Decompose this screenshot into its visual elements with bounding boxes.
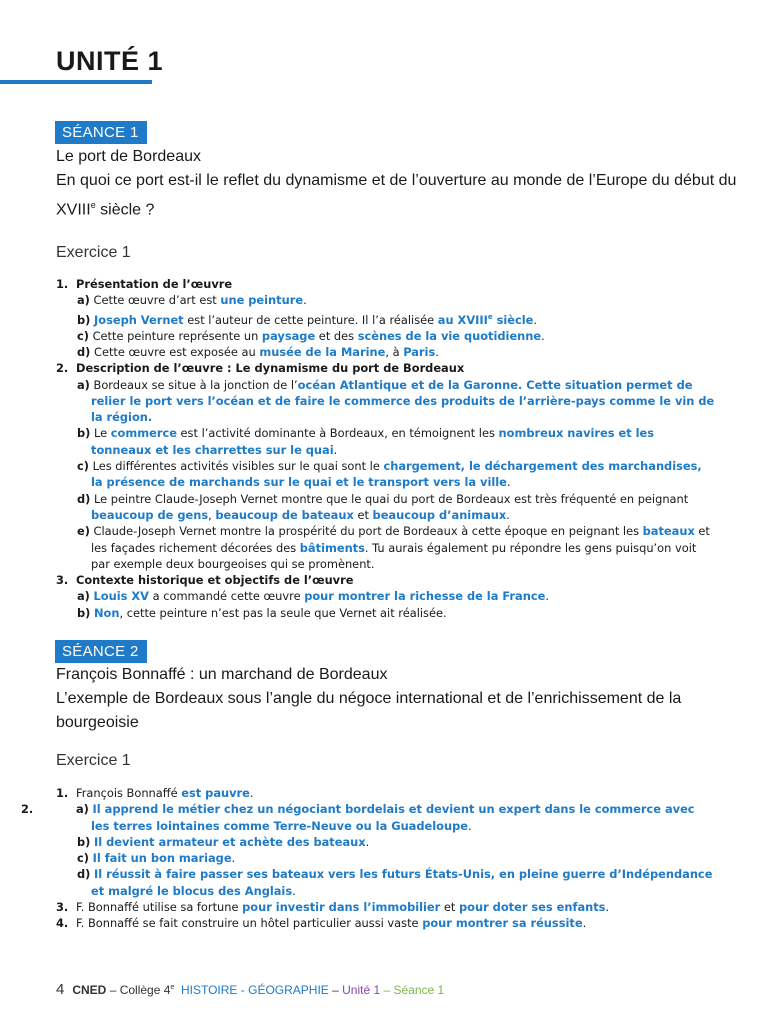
seance-1-exercise-title: Exercice 1 (56, 244, 131, 261)
seance-2-question: L’exemple de Bordeaux sous l’angle du négoce international et de l’enrichissement de la bourgeoisie (56, 690, 682, 731)
answer-2d: d) Le peintre Claude-Joseph Vernet montre que le quai du port de Bordeaux est très fréquenté en peignant beaucoup de gens, beaucoup de bateaux et beaucoup d’animaux. (77, 491, 689, 522)
seance-2-exercise-title: Exercice 1 (56, 752, 131, 769)
answer-3a: a) Louis XV a commandé cette œuvre pour montrer la richesse de la France. (77, 589, 549, 604)
seance-1-title: Le port de Bordeaux (56, 148, 201, 165)
answer-2e: e) Claude-Joseph Vernet montre la prospérité du port de Bordeaux à cette époque en peignant les bateaux et les façades richement décorées des bâtiments. Tu aurais également pu répondre les gens puisqu’on voit par exemple deux bourgeoises qui se promènent. (77, 524, 710, 571)
answer-1b: b) Joseph Vernet est l’auteur de cette peinture. Il l’a réalisée au XVIIIe siècle. (77, 312, 538, 327)
seance-1-question: En quoi ce port est-il le reflet du dynamisme et de l’ouverture au monde de l’Europe du début du XVIIIe siècle ? (56, 172, 737, 219)
footer-subject: HISTOIRE - GÉOGRAPHIE (180, 983, 329, 997)
section-2-heading: 2. Description de l’œuvre : Le dynamisme du port de Bordeaux (56, 361, 465, 376)
answer-q2d: d) Il réussit à faire passer ses bateaux vers les futurs États-Unis, en pleine guerre d’Indépendance et malgré le blocus des Anglais. (77, 867, 713, 898)
answer-q2a: 2. a) Il apprend le métier chez un négociant bordelais et devient un expert dans le commerce avec les terres lointaines comme Terre-Neuve ou la Guadeloupe. (21, 802, 695, 833)
footer-session: Séance 1 (393, 983, 445, 997)
seance-2-title: François Bonnaffé : un marchand de Bordeaux (56, 666, 388, 683)
seance-1-tag: SÉANCE 1 (55, 121, 147, 144)
answer-1c: c) Cette peinture représente un paysage et des scènes de la vie quotidienne. (77, 328, 545, 343)
page-footer: 4 CNED – Collège 4e HISTOIRE - GÉOGRAPHIE – Unité 1 – Séance 1 (56, 981, 445, 998)
answer-q4: 4. F. Bonnaffé se fait construire un hôtel particulier aussi vaste pour montrer sa réussite. (56, 916, 587, 931)
seance-2-heading (56, 663, 746, 735)
answer-1a: a) Cette œuvre d’art est une peinture. (77, 293, 307, 308)
seance-2-answers (21, 785, 716, 932)
answer-q2b: b) Il devient armateur et achète des bateaux. (77, 834, 370, 849)
answer-1d: d) Cette œuvre est exposée au musée de la Marine, à Paris. (77, 344, 439, 359)
section-1-heading: 1. Présentation de l’œuvre (56, 277, 233, 291)
answer-2b: b) Le commerce est l’activité dominante à Bordeaux, en témoignent les nombreux navires et les tonneaux et les charrettes sur le quai. (77, 426, 655, 457)
footer-unit: Unité 1 (342, 983, 381, 997)
seance-1-answers (56, 276, 716, 621)
answer-3b: b) Non, cette peinture n’est pas la seule que Vernet ait réalisée. (77, 605, 447, 620)
answer-2c: c) Les différentes activités visibles sur le quai sont le chargement, le déchargement des marchandises, la présence de marchands sur le quai et le transport vers la ville. (77, 459, 702, 490)
answer-2a: a) Bordeaux se situe à la jonction de l’océan Atlantique et de la Garonne. Cette situation permet de relier le port vers l’océan et de faire le commerce des produits de l’arrière-pays comme le vin de la région. (77, 377, 715, 425)
page-number: 4 (56, 981, 65, 998)
footer-cned: CNED (72, 983, 107, 997)
answer-q2c: c) Il fait un bon mariage. (77, 851, 236, 866)
section-3-heading: 3. Contexte historique et objectifs de l’œuvre (56, 573, 354, 588)
seance-1-heading (56, 145, 746, 222)
unit-title: UNITÉ 1 (56, 46, 164, 76)
footer-college: Collège 4 (119, 983, 171, 997)
seance-2-tag: SÉANCE 2 (55, 640, 147, 663)
unit-title-rule (0, 80, 152, 84)
answer-q1: 1. François Bonnaffé est pauvre. (56, 786, 254, 800)
answer-q3: 3. F. Bonnaffé utilise sa fortune pour investir dans l’immobilier et pour doter ses enfants. (56, 900, 610, 915)
